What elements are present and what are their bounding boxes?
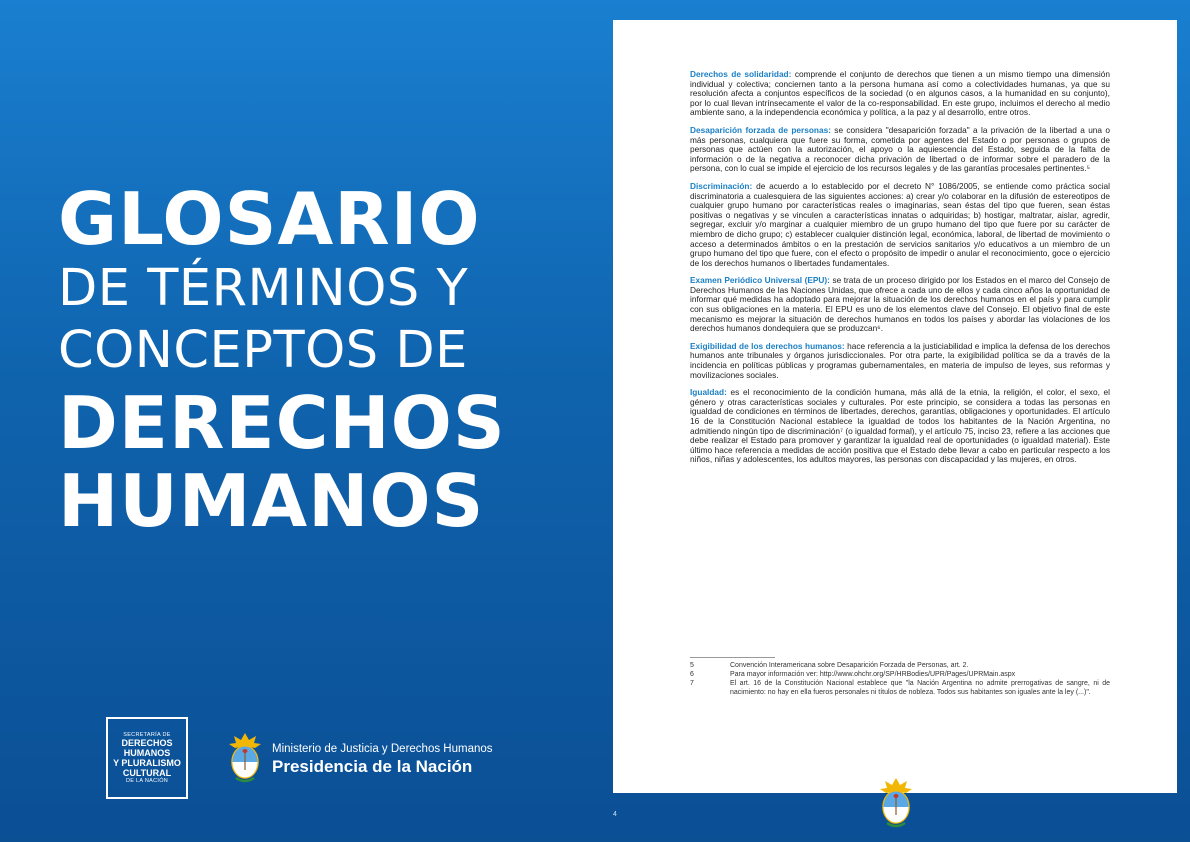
glossary-definition: se trata de un proceso dirigido por los Estados en el marco del Consejo de Derechos Humanos de las Naciones Unidas, que ofrece a cada uno de ellos y cada cinco años la oportunidad de informar qué medidas ha adoptado para mejorar la situación de los derechos humanos en el país y para cumplir con sus obligaciones en la materia. El EPU es uno de los elementos clave del Consejo. El objetivo final de este mecanismo es mejorar la situación de derechos humanos en todos los países y abordar las violaciones de los derechos humanos dondequiera que se produzcan⁶. — [690, 275, 1110, 334]
presidency-name: Presidencia de la Nación — [272, 757, 473, 776]
glossary-entry — [690, 182, 1110, 268]
cover-title — [58, 177, 578, 543]
glossary-term: Igualdad: — [690, 387, 727, 398]
secretaria-line2: DERECHOS — [121, 738, 173, 748]
glossary-term: Examen Periódico Universal (EPU): — [690, 275, 830, 286]
glossary-definition: comprende el conjunto de derechos que tienen a un mismo tiempo una dimensión individual y colectiva; conciernen tanto a la persona humana así como a colectividades humanas, ya que su resolución afecta a conjuntos específicos de la sociedad (o en algunos casos, a la humanidad en su conjunto), por lo cual llevan intrínsecamente el valor de la co-responsabilidad. En este grupo, incluimos el derecho al medio ambiente sano, a la independencia económica y política, a la paz y al desarrollo, entre otros. — [690, 69, 1110, 118]
glossary-definition: es el reconocimiento de la condición humana, más allá de la etnia, la religión, el color, el sexo, el género y otras características sociales y culturales. Por este principio, se considera a todas las personas en igualdad de condiciones en términos de libertades, derechos, garantías, obligaciones y oportunidades. El artículo 16 de la Constitución Nacional establece la igualdad de todos los habitantes de la Nación Argentina, no admitiendo ningún tipo de discriminación⁷ (o igualdad formal), y el artículo 75, inciso 23, refiere a las acciones que debe realizar el Estado para promover y garantizar la igualdad real de oportunidades (o igualdad material). Este último hace referencia a medidas de acción positiva que el Estado debe llevar a cabo en particular respecto a los niños, niñas y adolescentes, los adultos mayores, las personas con discapacidad y las mujeres, en otros. — [690, 387, 1110, 465]
title-line-humanos: HUMANOS — [58, 459, 485, 543]
secretaria-line6: DE LA NACIÓN — [125, 778, 169, 784]
secretaria-line5: CULTURAL — [122, 768, 172, 778]
secretaria-line1: SECRETARÍA DE — [123, 732, 171, 738]
page-number: 4 — [613, 811, 617, 818]
secretaria-logo — [106, 717, 188, 799]
title-line-glosario: GLOSARIO — [58, 177, 481, 261]
glossary-entry — [690, 126, 1110, 174]
glossary-term: Desaparición forzada de personas: — [690, 124, 831, 135]
footnote-divider — [690, 657, 775, 658]
footnote-text: Para mayor información ver: http://www.ohchr.org/SP/HRBodies/UPR/Pages/UPRMain.aspx — [730, 671, 1016, 678]
footnote-number: 7 — [690, 680, 694, 687]
glossary-definition: hace referencia a la justiciabilidad e implica la defensa de los derechos humanos ante tribunales y órganos jurisdiccionales. Por otra parte, la exigibilidad política se da a través de la incidencia en políticas públicas y programas gubernamentales, en materia de impulso de leyes, sus reformas y movilizaciones sociales. — [690, 340, 1110, 380]
footnotes — [690, 657, 1110, 697]
title-line-terminos: DE TÉRMINOS Y — [58, 259, 469, 318]
glossary-definition: de acuerdo a lo establecido por el decreto N° 1086/2005, se entiende como práctica social discriminatoria a cualesquiera de las siguientes acciones: a) crear y/o colaborar en la difusión de estereotipos de cualquier grupo humano por características reales o imaginarias, sean éstas del tipo que fueren, sean éstas positivas o negativas y se vinculen a características innatas o adquiridas; b) hostigar, maltratar, aislar, agredir, segregar, excluir y/o marginar a cualquier miembro de un grupo humano del tipo que fuere por su carácter de miembro de dicho grupo; c) establecer cualquier distinción legal, económica, laboral, de libertad de movimiento o acceso a determinados ámbitos o en la prestación de servicios sanitarios y/o educativos a un miembro de un grupo humano del tipo que fuere, con el efecto o propósito de impedir o anular el reconocimiento, goce o ejercicio de los derechos humanos o libertades fundamentales. — [690, 180, 1110, 268]
glossary-entry — [690, 276, 1110, 334]
secretaria-line3: HUMANOS — [123, 748, 171, 758]
argentina-coat-of-arms-icon — [879, 777, 913, 833]
argentina-coat-of-arms-icon — [228, 732, 262, 788]
footnote-text: Convención Interamericana sobre Desaparición Forzada de Personas, art. 2. — [730, 662, 969, 669]
glossary-definition: se considera "desaparición forzada" a la privación de la libertad a una o más personas, cualquiera que fuere su forma, cometida por agentes del Estado o por personas o grupos de personas que actúen con la autorización, el apoyo o la aquiescencia del Estado, seguida de la falta de información o de la negativa a reconocer dicha privación de libertad o de informar sobre el paradero de la persona, con lo cual se impide el ejercicio de los recursos legales y de las garantías procesales pertinentes.⁵ — [690, 124, 1110, 174]
footnote-number: 5 — [690, 662, 694, 669]
glossary-content — [690, 70, 1110, 473]
footnote-number: 6 — [690, 671, 694, 678]
glossary-entry — [690, 70, 1110, 118]
glossary-term: Exigibilidad de los derechos humanos: — [690, 340, 845, 351]
title-line-derechos: DERECHOS — [58, 381, 506, 465]
title-line-conceptos: CONCEPTOS DE — [58, 321, 468, 380]
glossary-entry — [690, 388, 1110, 465]
ministry-logo — [228, 732, 493, 788]
footnote-text: El art. 16 de la Constitución Nacional establece que "la Nación Argentina no admite prerrogativas de sangre, ni de nacimiento: no hay en ella fueros personales ni títulos de nobleza. Todos sus habitantes son iguales ante la ley (...)". — [730, 680, 1110, 696]
glossary-entry — [690, 342, 1110, 380]
glossary-term: Discriminación: — [690, 180, 753, 191]
footnote — [690, 679, 1110, 697]
footnote — [690, 670, 1110, 679]
glossary-term: Derechos de solidaridad: — [690, 69, 792, 79]
footnote — [690, 661, 1110, 670]
ministry-name: Ministerio de Justicia y Derechos Humanos — [272, 743, 493, 755]
glossary-page — [613, 20, 1177, 793]
secretaria-line4: Y PLURALISMO — [113, 758, 181, 768]
